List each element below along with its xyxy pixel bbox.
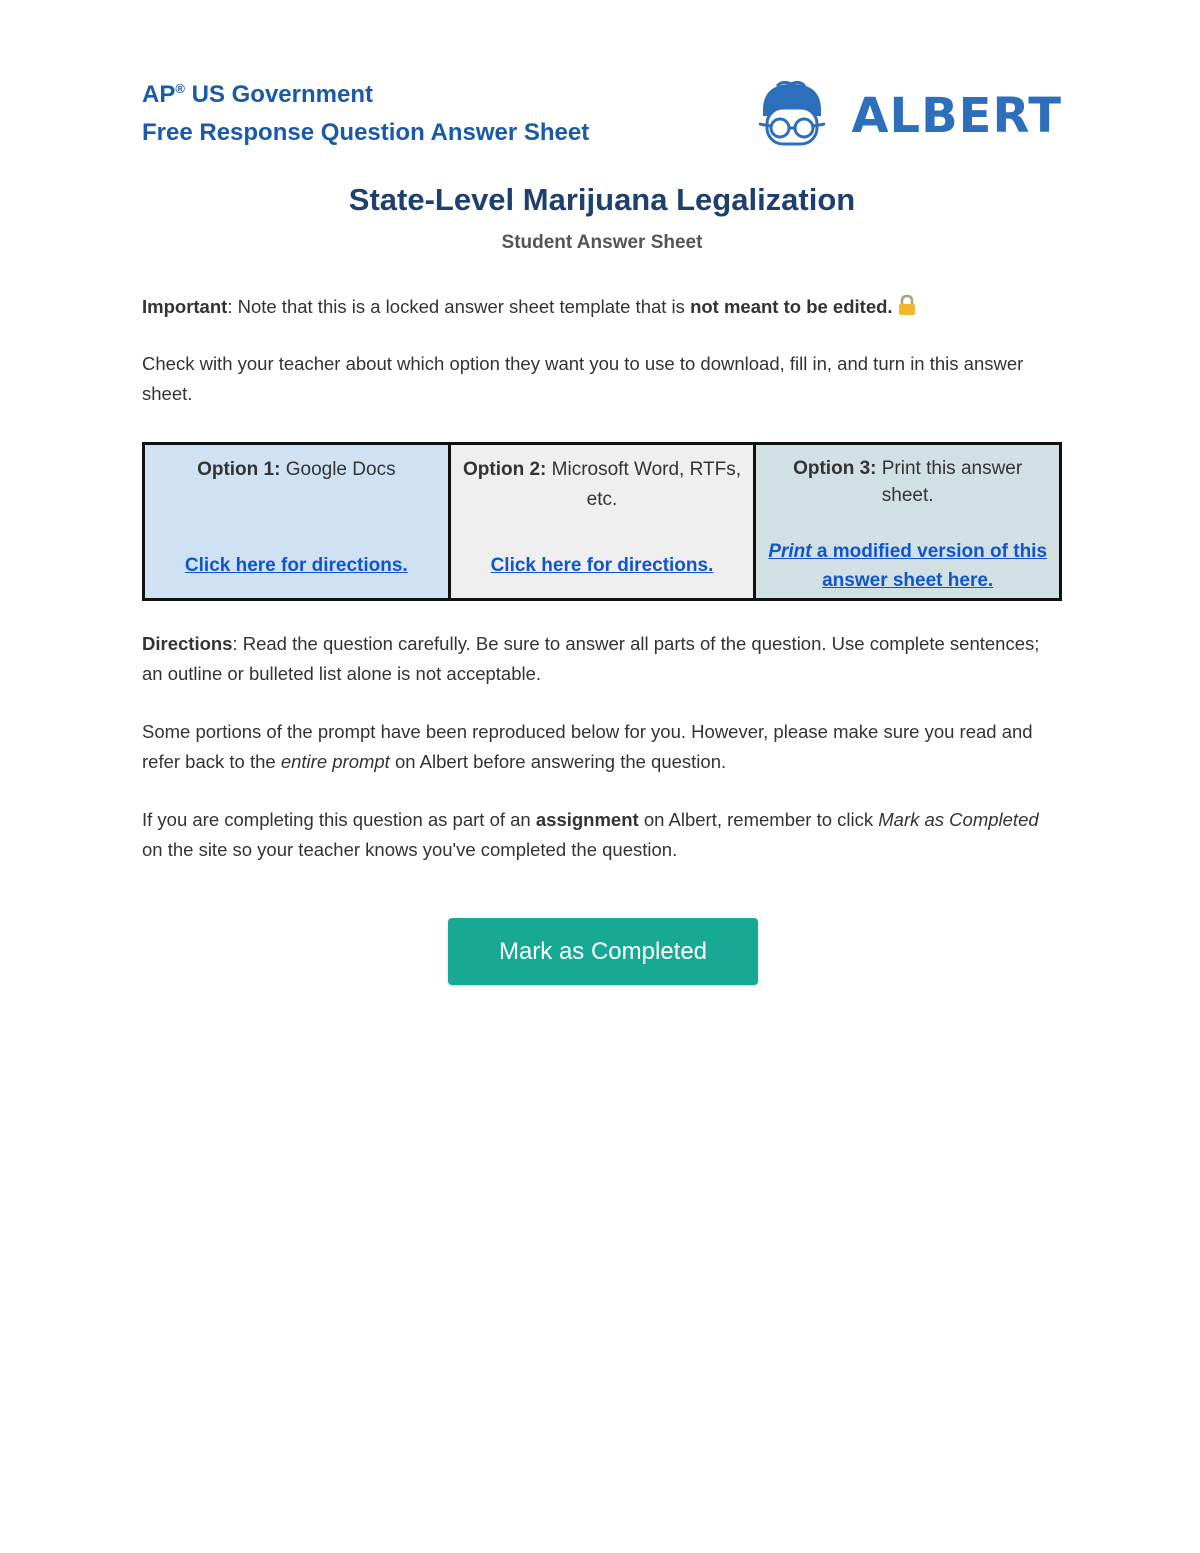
options-table [142,442,1062,601]
option-3-cell: Option 3: Print this answer sheet. Print a modified version of this answer sheet here. [755,444,1061,600]
albert-mascot-icon [755,80,829,152]
sheet-type: Free Response Question Answer Sheet [142,119,590,146]
page-subtitle: Student Answer Sheet [501,232,703,253]
albert-logo [755,80,1062,152]
important-note: Important: Note that this is a locked answer sheet template that is not meant to be edited. [142,292,1062,322]
header [142,70,1062,160]
option-2-directions-link[interactable]: Click here for directions. [490,555,714,576]
option-3-print-link[interactable]: Print a modified version of this answer sheet here. [768,541,1048,591]
prompt-portions-text: Some portions of the prompt have been reproduced below for you. However, please make sure you read and refer back to the entire prompt on Albert before answering the question. [142,721,1033,772]
answer-sheet-page [142,70,1062,865]
check-with-teacher-text: Check with your teacher about which option they want you to use to download, fill in, and turn in this answer sheet. [142,353,1024,404]
page-title: State-Level Marijuana Legalization [348,182,856,217]
logo-text: ALBERT [851,88,1062,144]
directions-text: Directions: Read the question carefully. Be sure to answer all parts of the question. Use complete sentences; an outline or bulleted list alone is not acceptable. [142,633,1040,684]
assignment-text: If you are completing this question as part of an assignment on Albert, remember to click Mark as Completed on the site so your teacher knows you've completed the question. [142,809,1039,860]
lock-icon [898,294,916,316]
option-1-directions-link[interactable]: Click here for directions. [184,555,408,576]
mark-as-completed-button[interactable]: Mark as Completed [448,918,758,985]
option-2-cell: Option 2: Microsoft Word, RTFs, etc. Click here for directions. [449,444,755,600]
option-1-cell: Option 1: Google Docs Click here for directions. [144,444,450,600]
course-title: AP® US Government [142,81,373,108]
